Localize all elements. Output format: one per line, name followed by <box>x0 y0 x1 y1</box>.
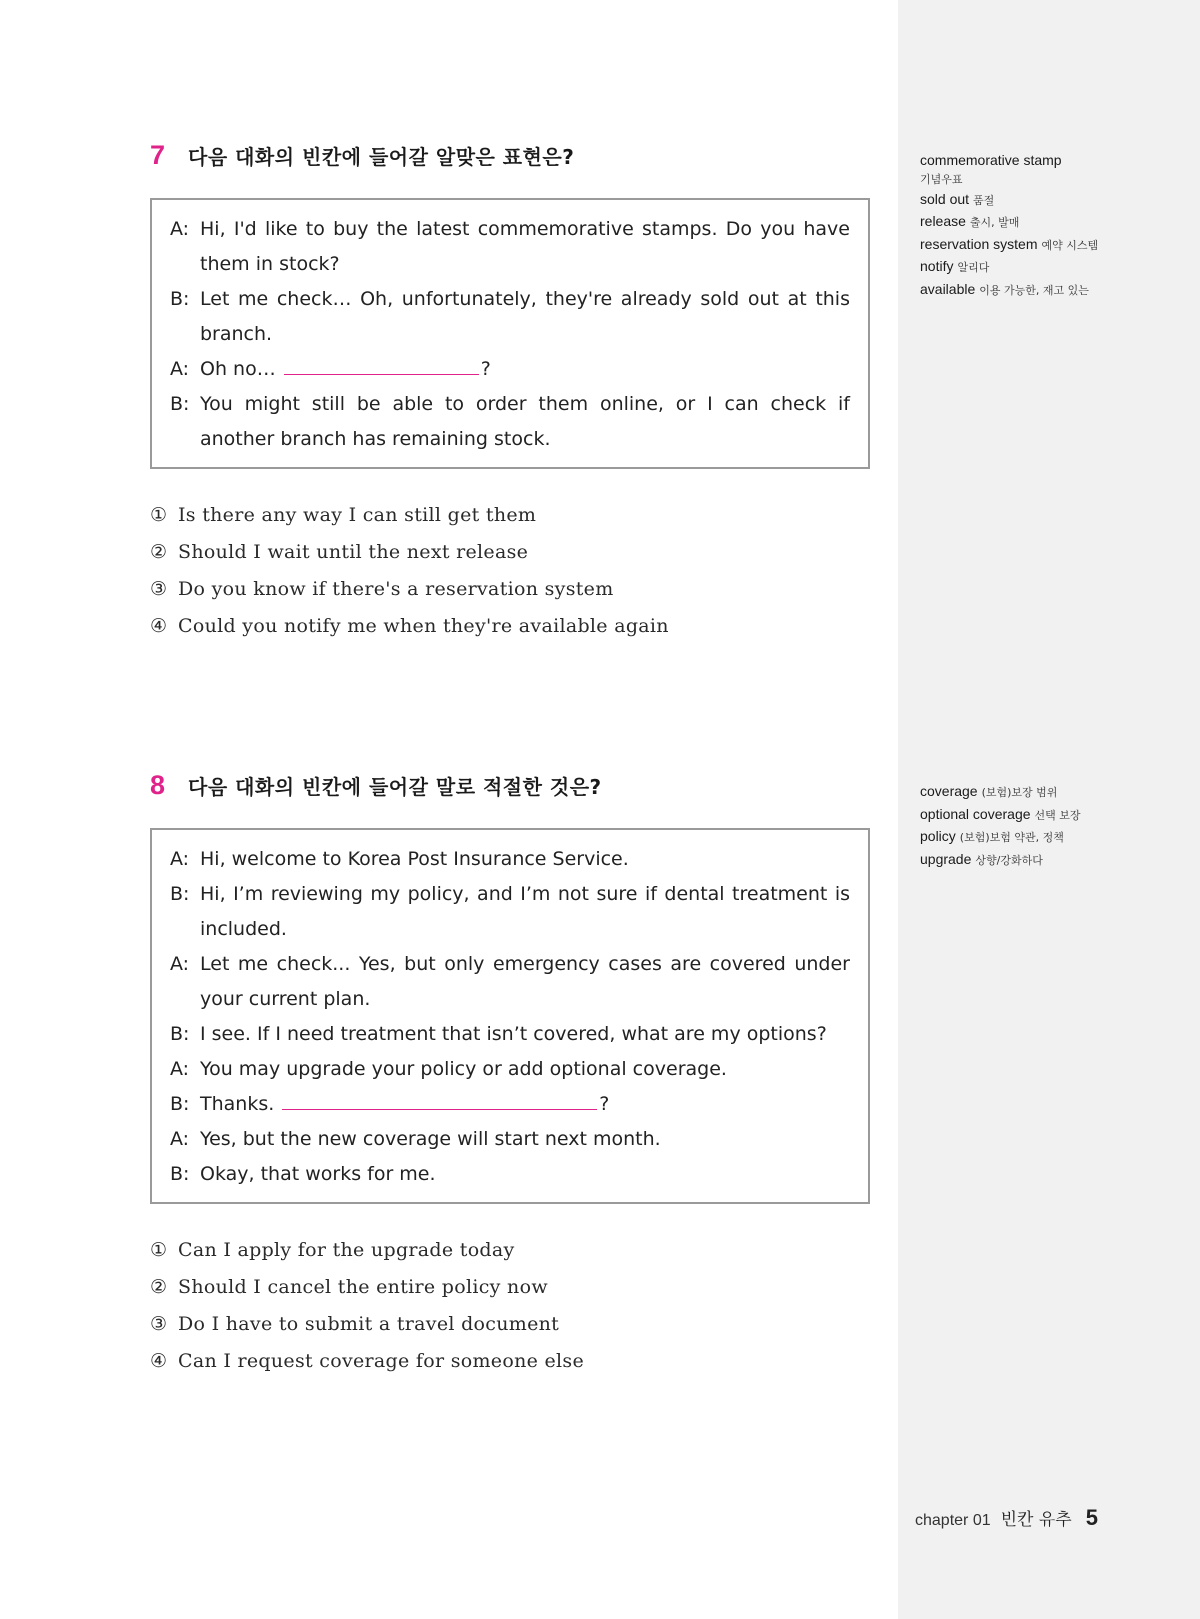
dialogue-line <box>170 947 850 1017</box>
option-text: Is there any way I can still get them <box>178 504 537 526</box>
question-header <box>150 770 870 810</box>
answer-options <box>150 497 870 645</box>
vocab-definition: 선택 보장 <box>1034 808 1081 822</box>
chapter-label: chapter 01 <box>915 1512 991 1529</box>
option-text: Can I apply for the upgrade today <box>178 1239 515 1261</box>
dialogue-line <box>170 352 850 387</box>
dialogue-text: Hi, I’m reviewing my policy, and I’m not sure if dental treatment is included. <box>200 883 850 940</box>
option-number: ④ <box>150 1350 168 1372</box>
dialogue-text: Hi, welcome to Korea Post Insurance Service. <box>200 848 629 870</box>
option-text: Do you know if there's a reservation system <box>178 578 614 600</box>
vocab-term: notify <box>920 258 954 274</box>
dialogue-text: Hi, I'd like to buy the latest commemorative stamps. Do you have them in stock? <box>200 218 850 275</box>
vocab-item <box>920 781 1190 804</box>
option-number: ③ <box>150 578 168 600</box>
option-text: Should I cancel the entire policy now <box>178 1276 548 1298</box>
option-text: Should I wait until the next release <box>178 541 529 563</box>
answer-option[interactable] <box>150 608 870 645</box>
dialogue-text: You might still be able to order them online, or I can check if another branch has remaining stock. <box>200 393 850 450</box>
speaker-label: A: <box>170 953 190 975</box>
question-title: 다음 대화의 빈칸에 들어갈 말로 적절한 것은? <box>188 775 602 799</box>
dialogue-text-after: ? <box>599 1093 610 1115</box>
dialogue-text: Oh no… <box>200 358 276 380</box>
answer-option[interactable] <box>150 1343 870 1380</box>
vocab-term: upgrade <box>920 850 972 867</box>
vocab-definition: (보험)보험 약관, 정책 <box>959 831 1064 844</box>
vocab-list-7 <box>920 150 1190 301</box>
answer-blank <box>282 1087 597 1110</box>
question-number: 8 <box>150 770 166 800</box>
vocab-definition: 기념우표 <box>920 172 963 186</box>
vocab-list-8 <box>920 781 1190 871</box>
option-number: ④ <box>150 615 168 637</box>
dialogue-line <box>170 842 850 877</box>
vocab-term: sold out <box>920 190 970 207</box>
dialogue-text: Yes, but the new coverage will start next month. <box>200 1128 661 1150</box>
dialogue-text: Okay, that works for me. <box>200 1163 436 1185</box>
dialogue-text: Let me check… Oh, unfortunately, they're already sold out at this branch. <box>200 288 850 345</box>
vocab-item <box>920 189 1190 212</box>
answer-options <box>150 1232 870 1380</box>
dialogue-line <box>170 1087 850 1122</box>
question-number: 7 <box>150 140 166 170</box>
vocab-definition: 알리다 <box>957 261 990 274</box>
dialogue-line <box>170 1052 850 1087</box>
speaker-label: A: <box>170 1058 190 1080</box>
option-number: ① <box>150 1239 168 1261</box>
dialogue-line <box>170 1017 850 1052</box>
option-number: ③ <box>150 1313 168 1335</box>
option-number: ① <box>150 504 168 526</box>
vocab-item <box>920 150 1190 187</box>
speaker-label: A: <box>170 218 190 240</box>
speaker-label: B: <box>170 1163 190 1185</box>
dialogue-box <box>150 828 870 1204</box>
vocab-term: coverage <box>920 783 978 799</box>
vocab-term: reservation system <box>920 235 1038 252</box>
vocab-item <box>920 211 1190 234</box>
speaker-label: B: <box>170 1023 190 1045</box>
option-text: Could you notify me when they're available again <box>178 615 669 637</box>
option-number: ② <box>150 1276 168 1298</box>
dialogue-box <box>150 198 870 469</box>
vocab-item <box>920 849 1190 872</box>
vocab-item <box>920 804 1190 827</box>
answer-option[interactable] <box>150 571 870 608</box>
option-text: Do I have to submit a travel document <box>178 1313 560 1335</box>
page-footer <box>915 1505 1098 1531</box>
speaker-label: A: <box>170 848 190 870</box>
vocab-item <box>920 256 1190 279</box>
dialogue-line <box>170 877 850 947</box>
speaker-label: A: <box>170 1128 190 1150</box>
dialogue-text: Thanks. <box>200 1093 275 1115</box>
dialogue-text: You may upgrade your policy or add optional coverage. <box>200 1058 727 1080</box>
answer-blank <box>284 352 479 375</box>
vocab-item <box>920 234 1190 257</box>
question-title: 다음 대화의 빈칸에 들어갈 알맞은 표현은? <box>188 145 575 169</box>
answer-option[interactable] <box>150 497 870 534</box>
speaker-label: B: <box>170 288 190 310</box>
speaker-label: B: <box>170 1093 190 1115</box>
answer-option[interactable] <box>150 1269 870 1306</box>
option-text: Can I request coverage for someone else <box>178 1350 585 1372</box>
vocab-definition: 상향/강화하다 <box>975 853 1043 867</box>
vocab-term: commemorative stamp <box>920 152 1062 168</box>
vocab-term: release <box>920 213 966 229</box>
vocab-term: optional coverage <box>920 805 1031 822</box>
question-header <box>150 140 870 180</box>
dialogue-line <box>170 212 850 282</box>
vocab-definition: (보험)보장 범위 <box>981 786 1058 799</box>
answer-option[interactable] <box>150 1306 870 1343</box>
vocab-item <box>920 279 1190 302</box>
page-number: 5 <box>1085 1505 1098 1530</box>
speaker-label: B: <box>170 883 190 905</box>
dialogue-text-after: ? <box>480 358 491 380</box>
dialogue-text: Let me check... Yes, but only emergency cases are covered under your current plan. <box>200 953 850 1010</box>
dialogue-line <box>170 1122 850 1157</box>
answer-option[interactable] <box>150 534 870 571</box>
vocab-term: policy <box>920 828 956 844</box>
speaker-label: A: <box>170 358 190 380</box>
vocab-definition: 품절 <box>973 193 995 207</box>
speaker-label: B: <box>170 393 190 415</box>
dialogue-line <box>170 387 850 457</box>
dialogue-line <box>170 1157 850 1192</box>
dialogue-text: I see. If I need treatment that isn’t covered, what are my options? <box>200 1023 827 1045</box>
question-8 <box>150 770 870 1380</box>
option-number: ② <box>150 541 168 563</box>
answer-option[interactable] <box>150 1232 870 1269</box>
vocab-definition: 출시, 발매 <box>969 216 1020 229</box>
question-7 <box>150 140 870 645</box>
chapter-title: 빈칸 유추 <box>1000 1510 1072 1530</box>
dialogue-line <box>170 282 850 352</box>
vocab-term: available <box>920 280 976 297</box>
vocab-definition: 이용 가능한, 재고 있는 <box>979 283 1089 297</box>
vocab-item <box>920 826 1190 849</box>
vocab-definition: 예약 시스템 <box>1041 238 1099 252</box>
